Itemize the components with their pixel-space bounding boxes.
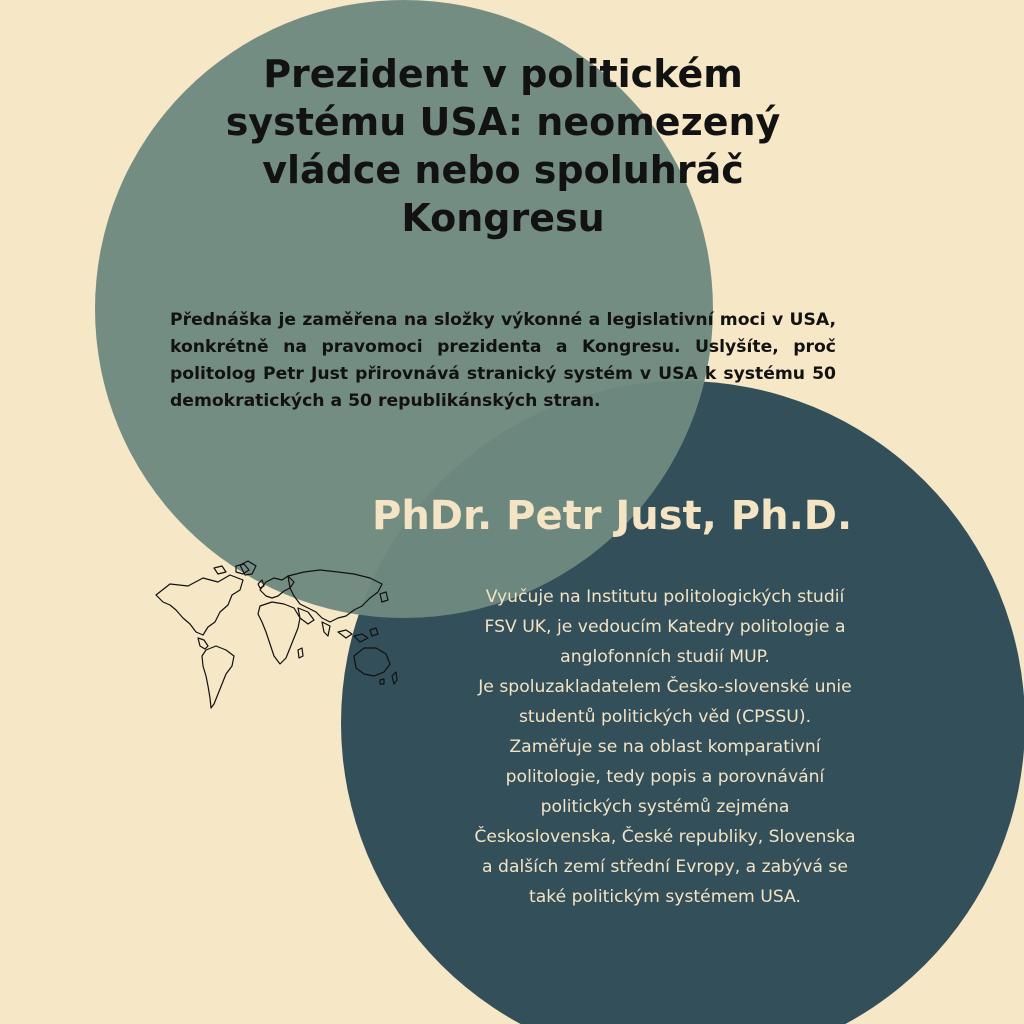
lecturer-name: PhDr. Petr Just, Ph.D. <box>372 493 853 539</box>
lecturer-bio: Vyučuje na Institutu politologických studií FSV UK, je vedoucím Katedry politologie a anglofonních studií MUP. Je spoluzakladatelem Česko-slovenské unie studentů politických věd (CPSSU). Zaměřuje se na oblast komparativní politologie, tedy popis a porovnávání politických systémů zejména Československa, České republiky, Slovenska a dalších zemí střední Evropy, a zabývá se také politickým systémem USA. <box>474 587 856 907</box>
lecture-description: Přednáška je zaměřena na složky výkonné a legislativní moci v USA, konkrétně na pravomoci prezidenta a Kongresu. Uslyšíte, proč politolog Petr Just přirovnává stranický systém v USA k systému 50 demokratických a 50 republikánských stran. <box>170 310 836 411</box>
lecture-title: Prezident v politickém systému USA: neomezený vládce nebo spoluhráč Kongresu <box>225 52 781 240</box>
world-map-icon <box>148 560 398 710</box>
